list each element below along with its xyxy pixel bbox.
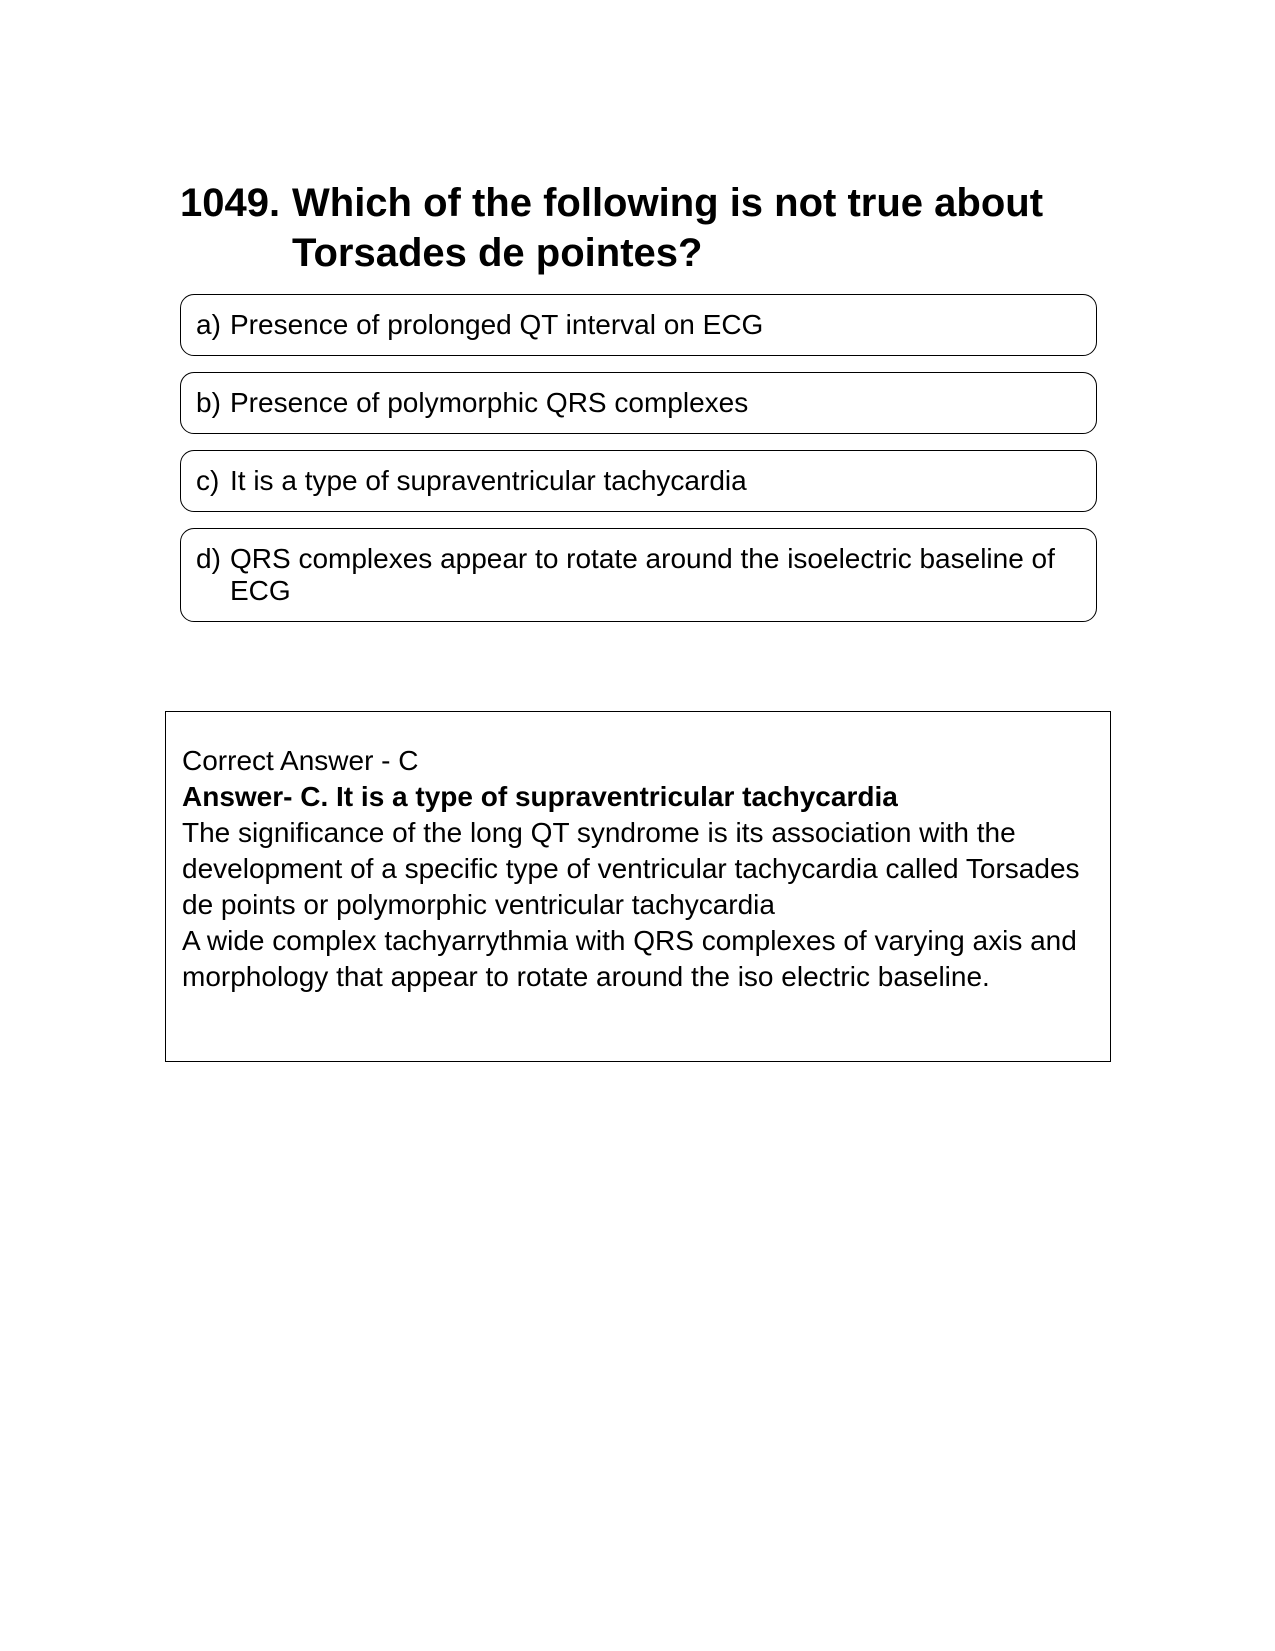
option-text: Presence of polymorphic QRS complexes xyxy=(230,387,749,418)
correct-answer: Correct Answer - C xyxy=(182,745,419,776)
explanation-paragraph: The significance of the long QT syndrome is its association with the development of a specific type of ventricular tachycardia called Torsades de points or polymorphic ventricular tachycardia xyxy=(182,817,1080,920)
option-b[interactable] xyxy=(180,372,1097,434)
options-list xyxy=(180,294,1097,638)
option-c[interactable] xyxy=(180,450,1097,512)
option-text: Presence of prolonged QT interval on ECG xyxy=(230,309,764,340)
option-d[interactable] xyxy=(180,528,1097,622)
option-text: QRS complexes appear to rotate around the isoelectric baseline of ECG xyxy=(230,543,1055,606)
question-heading xyxy=(180,178,1100,278)
option-text: It is a type of supraventricular tachycardia xyxy=(230,465,747,496)
answer-heading: Answer- C. It is a type of supraventricular tachycardia xyxy=(182,781,898,812)
option-a[interactable] xyxy=(180,294,1097,356)
answer-box xyxy=(165,711,1111,1062)
option-letter: d) xyxy=(196,543,221,574)
question-text: Which of the following is not true about Torsades de pointes? xyxy=(292,181,1044,275)
option-letter: c) xyxy=(196,465,220,496)
explanation-paragraph: A wide complex tachyarrythmia with QRS complexes of varying axis and morphology that appear to rotate around the iso electric baseline. xyxy=(182,925,1077,992)
option-letter: b) xyxy=(196,387,221,418)
option-letter: a) xyxy=(196,309,221,340)
question-number: 1049. xyxy=(180,181,281,225)
